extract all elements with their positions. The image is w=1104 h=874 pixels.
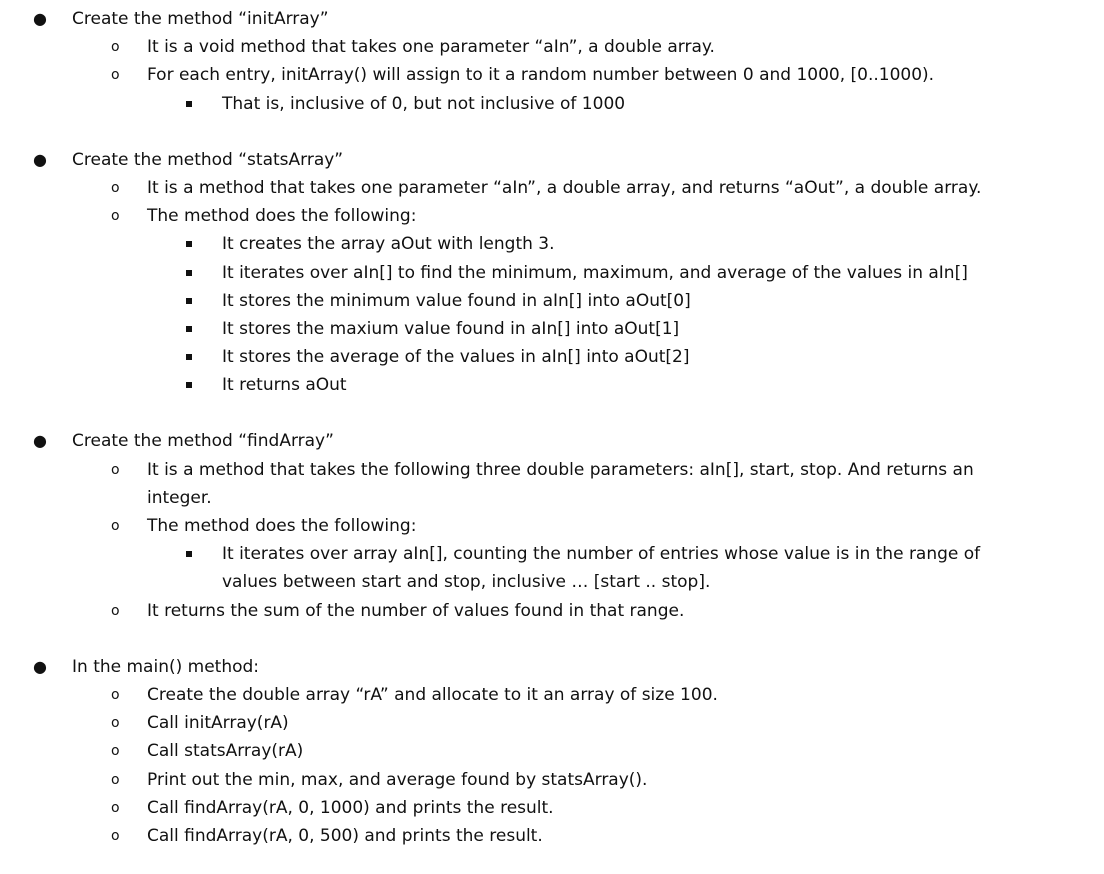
- list-item: [0, 61, 1104, 89]
- bullet-circle-icon: o: [111, 827, 120, 844]
- bullet-circle-icon: o: [111, 67, 120, 84]
- bullet-circle-icon: o: [111, 715, 120, 732]
- bullet-square-icon: [186, 382, 192, 388]
- subitem-text: It iterates over aIn[] to find the minimum, maximum, and average of the values in aIn[]: [222, 262, 968, 283]
- subitem-text: It returns aOut: [222, 375, 347, 396]
- list-item: [0, 794, 1104, 822]
- section-heading: [0, 146, 1104, 174]
- bullet-circle-icon: o: [111, 686, 120, 703]
- list-item: [0, 822, 1104, 850]
- subitem-text: That is, inclusive of 0, but not inclusive of 1000: [222, 93, 626, 114]
- list-item: [0, 512, 1104, 540]
- item-text: It is a method that takes the following three double parameters: aIn[], start, stop. And returns an: [147, 459, 974, 480]
- document-body: [0, 5, 1104, 850]
- section-heading: [0, 5, 1104, 33]
- item-text: It is a void method that takes one parameter “aIn”, a double array.: [147, 37, 715, 58]
- list-item: [0, 456, 1104, 484]
- sub-list-item: [0, 90, 1104, 118]
- bullet-square-icon: [186, 326, 192, 332]
- spacer: [0, 399, 1104, 427]
- spacer: [0, 118, 1104, 146]
- list-item: [0, 202, 1104, 230]
- heading-text: In the main() method:: [72, 656, 260, 677]
- bullet-dot-icon: ●: [33, 9, 47, 28]
- bullet-circle-icon: o: [111, 179, 120, 196]
- subitem-text: It creates the array aOut with length 3.: [222, 234, 555, 255]
- spacer: [0, 625, 1104, 653]
- list-item: [0, 174, 1104, 202]
- item-text: Print out the min, max, and average found by statsArray().: [147, 769, 648, 790]
- item-text: Call statsArray(rA): [147, 741, 304, 762]
- subitem-text: It stores the average of the values in aIn[] into aOut[2]: [222, 347, 690, 368]
- bullet-circle-icon: o: [111, 461, 120, 478]
- bullet-square-icon: [186, 551, 192, 557]
- item-text: It returns the sum of the number of values found in that range.: [147, 600, 685, 621]
- subitem-text: It stores the maxium value found in aIn[] into aOut[1]: [222, 318, 680, 339]
- sub-list-item: [0, 540, 1104, 568]
- section-heading: [0, 427, 1104, 455]
- list-item: [0, 681, 1104, 709]
- bullet-square-icon: [186, 101, 192, 107]
- item-text: The method does the following:: [147, 516, 417, 536]
- item-text: Create the double array “rA” and allocate to it an array of size 100.: [147, 684, 718, 705]
- bullet-square-icon: [186, 270, 192, 276]
- bullet-square-icon: [186, 241, 192, 247]
- item-text: It is a method that takes one parameter “aIn”, a double array, and returns “aOut”, a double array.: [147, 177, 982, 198]
- heading-text: Create the method “findArray”: [72, 431, 334, 452]
- sub-list-item: [0, 343, 1104, 371]
- bullet-circle-icon: o: [111, 602, 120, 619]
- heading-text: Create the method “statsArray”: [72, 149, 344, 170]
- bullet-dot-icon: ●: [33, 149, 47, 169]
- sub-list-item: [0, 287, 1104, 315]
- subitem-text: It iterates over array aIn[], counting the number of entries whose value is in the range of: [222, 544, 981, 565]
- list-item: [0, 33, 1104, 61]
- section-heading: [0, 653, 1104, 681]
- sub-list-item-continuation: [0, 568, 1104, 596]
- bullet-dot-icon: ●: [33, 431, 47, 451]
- bullet-dot-icon: ●: [33, 656, 47, 676]
- bullet-circle-icon: o: [111, 743, 120, 760]
- bullet-circle-icon: o: [111, 39, 120, 56]
- bullet-square-icon: [186, 354, 192, 360]
- bullet-circle-icon: o: [111, 771, 120, 788]
- item-text: Call findArray(rA, 0, 500) and prints the result.: [147, 825, 543, 846]
- list-item: [0, 709, 1104, 737]
- sub-list-item: [0, 259, 1104, 287]
- list-item-continuation: [0, 484, 1104, 512]
- list-item: [0, 597, 1104, 625]
- item-text: Call initArray(rA): [147, 713, 289, 734]
- item-text: The method does the following:: [147, 206, 417, 227]
- sub-list-item: [0, 315, 1104, 343]
- sub-list-item: [0, 371, 1104, 399]
- heading-text: Create the method “initArray”: [72, 9, 329, 29]
- item-text: For each entry, initArray() will assign to it a random number between 0 and 1000, [0..1000).: [147, 65, 935, 86]
- bullet-circle-icon: o: [111, 799, 120, 816]
- bullet-square-icon: [186, 298, 192, 304]
- item-text-continuation: integer.: [147, 487, 212, 508]
- list-item: [0, 737, 1104, 765]
- subitem-text: It stores the minimum value found in aIn[] into aOut[0]: [222, 290, 691, 311]
- bullet-circle-icon: o: [111, 208, 120, 225]
- bullet-circle-icon: o: [111, 518, 120, 534]
- list-item: [0, 766, 1104, 794]
- subitem-text-continuation: values between start and stop, inclusive … [start .. stop].: [222, 572, 711, 593]
- sub-list-item: [0, 230, 1104, 258]
- item-text: Call findArray(rA, 0, 1000) and prints the result.: [147, 797, 554, 818]
